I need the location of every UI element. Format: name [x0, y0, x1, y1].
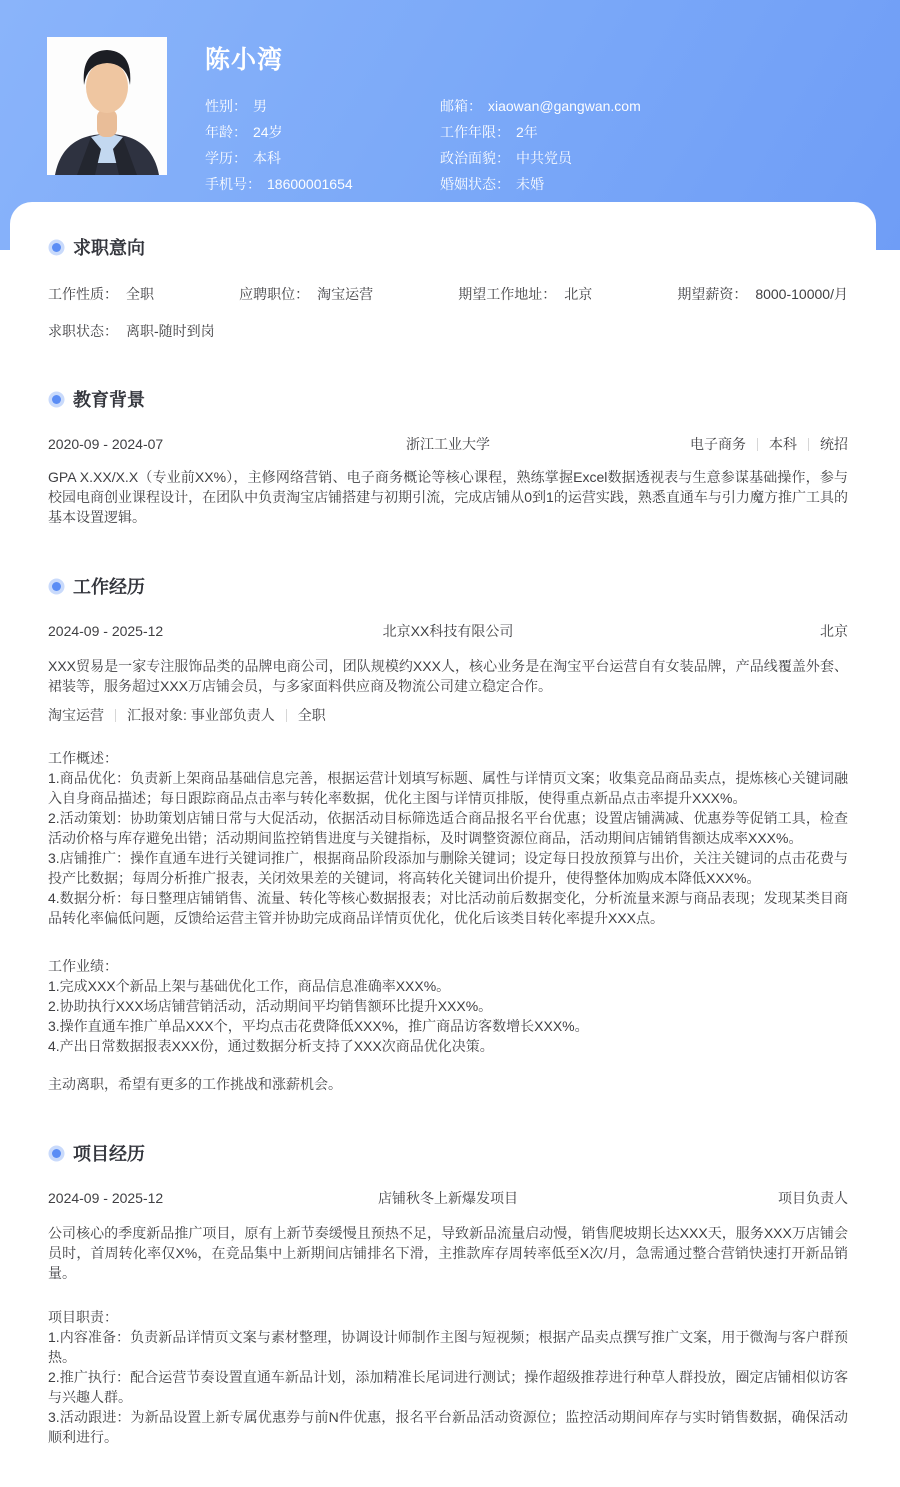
- work-location: 北京: [820, 623, 848, 639]
- education-major: 电子商务: [690, 436, 746, 452]
- gender-row: [205, 98, 440, 114]
- work-employment-type: 全职: [297, 707, 326, 723]
- work-overview-item: 1.商品优化：负责新上架商品基础信息完善，根据运营计划填写标题、属性与详情页文案；收集竞品商品卖点，提炼核心关键词融入自身商品描述；每日跟踪商品点击率与转化率数据，优化主图与详情页排版，使得重点新品点击率提升XXX%。: [48, 770, 848, 806]
- age-row: [205, 124, 440, 140]
- project-role: 项目负责人: [778, 1190, 848, 1206]
- project-title: [48, 1140, 848, 1166]
- work-overview-item: 2.活动策划：协助策划店铺日常与大促活动，依据活动目标筛选适合商品报名平台优惠；设置店铺满减、优惠券等促销工具，检查活动价格与库存避免出错；活动期间监控销售进度与关键指标，及时调整资源位商品，活动期间店铺销售额达成率XXX%。: [48, 810, 848, 846]
- work-achievement-item: 3.操作直通车推广单品XXX个，平均点击花费降低XXX%，推广商品访客数增长XXX%。: [48, 1018, 589, 1034]
- marital-row: [440, 176, 852, 192]
- work-years-value: 2年: [516, 124, 538, 140]
- section-project-experience: [48, 1140, 848, 1447]
- phone-row: [205, 176, 440, 192]
- section-bullet-icon: [52, 1149, 61, 1158]
- section-title-text: 项目经历: [73, 1144, 145, 1164]
- divider: [286, 709, 287, 722]
- target-location-value: 北京: [564, 286, 593, 302]
- expected-salary: [677, 286, 848, 303]
- target-location: [458, 286, 592, 303]
- email-value: xiaowan@gangwan.com: [488, 98, 641, 114]
- work-achievement-item: 1.完成XXX个新品上架与基础优化工作，商品信息准确率XXX%。: [48, 978, 451, 994]
- work-achievement-item: 4.产出日常数据报表XXX份，通过数据分析支持了XXX次商品优化决策。: [48, 1038, 494, 1054]
- divider: [757, 438, 758, 451]
- work-achievement-title: 工作业绩：: [48, 958, 118, 974]
- marital-value: 未婚: [516, 176, 544, 192]
- profile-photo: [47, 37, 167, 175]
- section-job-intention: [48, 234, 848, 340]
- job-type: [48, 286, 154, 303]
- education-entry-row: [48, 436, 848, 453]
- work-achievement-item: 2.协助执行XXX场店铺营销活动，活动期间平均销售额环比提升XXX%。: [48, 998, 493, 1014]
- contact-col-right: [440, 98, 852, 192]
- target-position-label: 应聘职位：: [239, 286, 310, 302]
- person-name: 陈小湾: [205, 46, 284, 74]
- resume-body-card: [10, 202, 876, 1487]
- header-info: [167, 37, 852, 202]
- email-label: 邮箱：: [440, 98, 482, 114]
- project-name: 店铺秋冬上新爆发项目: [378, 1190, 518, 1206]
- education-period: 2020-09 - 2024-07: [48, 436, 164, 452]
- work-company: 北京XX科技有限公司: [382, 623, 514, 639]
- expected-salary-label: 期望薪资：: [677, 286, 748, 302]
- job-type-value: 全职: [126, 286, 154, 302]
- project-duty-item: 3.活动跟进：为新品设置上新专属优惠券与前N件优惠，报名平台新品活动资源位；监控活动期间库存与实时销售数据，确保活动顺利进行。: [48, 1409, 848, 1445]
- work-title: [48, 573, 848, 599]
- project-entry-row: [48, 1190, 848, 1207]
- work-years-row: [440, 124, 852, 140]
- political-value: 中共党员: [516, 150, 572, 166]
- divider: [808, 438, 809, 451]
- work-leave-reason: 主动离职，希望有更多的工作挑战和涨薪机会。: [48, 1076, 342, 1092]
- divider: [115, 709, 116, 722]
- education-school: 浙江工业大学: [406, 436, 490, 452]
- phone-value: 18600001654: [267, 176, 353, 192]
- profile-photo-illustration: [47, 37, 167, 175]
- work-entry-row: [48, 623, 848, 640]
- contact-col-left: [205, 98, 440, 192]
- section-work-experience: [48, 573, 848, 1094]
- target-position: [239, 286, 373, 303]
- education-degree: 本科: [769, 436, 797, 452]
- education-description: GPA X.XX/X.X（专业前XX%），主修网络营销、电子商务概论等核心课程，熟练掌握Excel数据透视表与生意参谋基础操作，参与校园电商创业课程设计，在团队中负责淘宝店铺搭建与初期引流，完成店铺从0到1的运营实践，熟悉直通车与引力魔方推广工具的基本设置逻辑。: [48, 469, 848, 525]
- section-title-text: 教育背景: [73, 390, 145, 410]
- work-position-line: [48, 706, 848, 724]
- gender-label: 性别：: [205, 98, 247, 114]
- job-type-label: 工作性质：: [48, 286, 118, 302]
- target-position-value: 淘宝运营: [317, 286, 374, 302]
- work-overview-item: 3.店铺推广：操作直通车进行关键词推广，根据商品阶段添加与删除关键词；设定每日投放预算与出价，关注关键词的点击花费与投产比数据；每周分析推广报表，关闭效果差的关键词，将高转化关键词出价提升，使得整体加购成本降低XXX%。: [48, 850, 848, 886]
- project-duty-item: 2.推广执行：配合运营节奏设置直通车新品计划，添加精准长尾词进行测试；操作超级推荐进行种草人群投放，圈定店铺相似访客与兴趣人群。: [48, 1369, 848, 1405]
- work-period: 2024-09 - 2025-12: [48, 623, 164, 639]
- expected-salary-value: 8000-10000/月: [755, 286, 848, 302]
- job-intention-title: [48, 234, 848, 260]
- work-overview-item: 4.数据分析：每日整理店铺销售、流量、转化等核心数据报表；对比活动前后数据变化，分析流量来源与商品表现；发现某类目商品转化率偏低问题，反馈给运营主管并协助完成商品详情页优化，优化后该类目转化率提升XXX点。: [48, 890, 848, 926]
- job-intention-row-2: [48, 323, 848, 340]
- degree-label: 学历：: [205, 150, 247, 166]
- phone-label: 手机号：: [205, 176, 261, 192]
- political-label: 政治面貌：: [440, 150, 510, 166]
- work-position: 淘宝运营: [48, 707, 104, 723]
- job-status: [48, 323, 215, 340]
- age-value: 24岁: [253, 124, 283, 140]
- project-intro: 公司核心的季度新品推广项目，原有上新节奏缓慢且预热不足，导致新品流量启动慢，销售爬坡期长达XXX天，服务XXX万店铺会员时，首周转化率仅X%，在竞品集中上新期间店铺排名下滑，主推款库存周转率低至X次/月，急需通过整合营销快速打开新品销量。: [48, 1225, 848, 1281]
- section-title-text: 工作经历: [73, 577, 145, 597]
- job-status-value: 离职-随时到岗: [126, 323, 215, 339]
- education-meta: [626, 436, 848, 453]
- work-company-intro: XXX贸易是一家专注服饰品类的品牌电商公司，团队规模约XXX人，核心业务是在淘宝平台运营自有女装品牌，产品线覆盖外套、裙装等，服务超过XXX万店铺会员，与多家面料供应商及物流公司建立稳定合作。: [48, 658, 848, 694]
- target-location-label: 期望工作地址：: [458, 286, 557, 302]
- job-intention-row-1: [48, 286, 848, 303]
- work-achievement-block: [48, 956, 848, 1056]
- work-years-label: 工作年限：: [440, 124, 510, 140]
- degree-row: [205, 150, 440, 166]
- work-overview-block: [48, 748, 848, 928]
- marital-label: 婚姻状态：: [440, 176, 510, 192]
- work-report-to: 汇报对象: 事业部负责人: [127, 707, 275, 723]
- project-duty-item: 1.内容准备：负责新品详情页文案与素材整理，协调设计师制作主图与短视频；根据产品卖点撰写推广文案，用于微淘与客户群预热。: [48, 1329, 848, 1365]
- degree-value: 本科: [253, 150, 281, 166]
- section-education: [48, 386, 848, 527]
- resume-header: [0, 0, 900, 202]
- gender-value: 男: [253, 98, 267, 114]
- contact-grid: [205, 98, 852, 192]
- section-bullet-icon: [52, 243, 61, 252]
- project-duty-title: 项目职责：: [48, 1309, 118, 1325]
- section-bullet-icon: [52, 395, 61, 404]
- project-period: 2024-09 - 2025-12: [48, 1190, 164, 1206]
- political-row: [440, 150, 852, 166]
- email-row: [440, 98, 852, 114]
- job-status-label: 求职状态：: [48, 323, 118, 339]
- project-duty-block: [48, 1307, 848, 1447]
- age-label: 年龄：: [205, 124, 247, 140]
- education-enrollment-type: 统招: [820, 436, 848, 452]
- section-bullet-icon: [52, 582, 61, 591]
- education-title: [48, 386, 848, 412]
- section-title-text: 求职意向: [73, 238, 145, 258]
- work-overview-title: 工作概述：: [48, 750, 118, 766]
